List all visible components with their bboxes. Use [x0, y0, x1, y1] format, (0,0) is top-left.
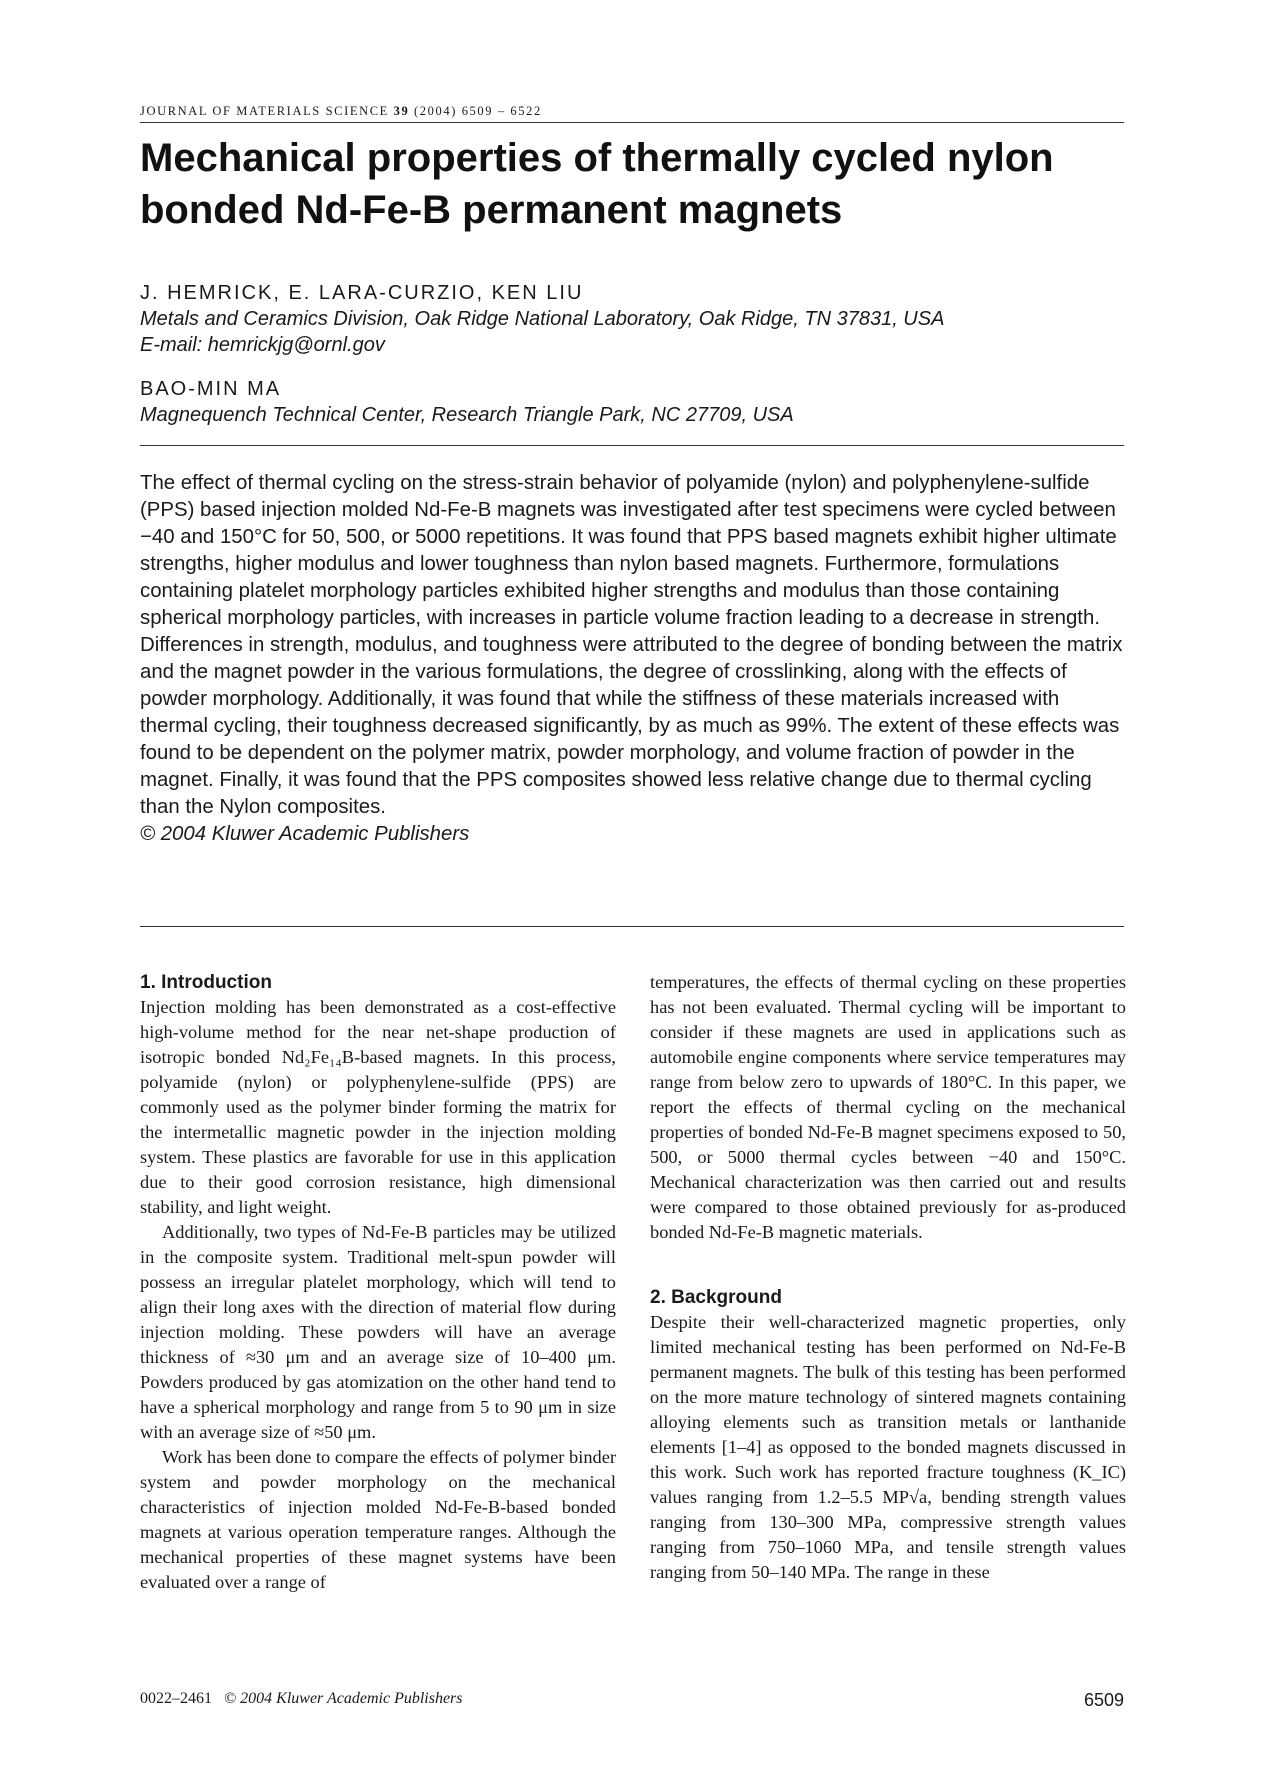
affiliation-group-2: Magnequench Technical Center, Research Triangle Park, NC 27709, USA: [140, 404, 794, 426]
background-paragraph-1: Despite their well-characterized magnetic properties, only limited mechanical testing has been performed on Nd-Fe-B permanent magnets. The bulk of this testing has been performed on the more mature technology of sintered magnets containing alloying elements such as transition metals or lanthanide elements [1–4] as opposed to the bonded magnets discussed in this work. Such work has reported fracture toughness (K_IC) values ranging from 1.2–5.5 MP√a, bending strength values ranging from 130–300 MPa, compressive strength values ranging from 750–1060 MPa, and tensile strength values ranging from 50–140 MPa. The range in these: [650, 1312, 1126, 1582]
abstract-text: The effect of thermal cycling on the stress-strain behavior of polyamide (nylon) and polyphenylene-sulfide (PPS) based injection molded Nd-Fe-B magnets was investigated after test specimens were cycled between −40 and 150°C for 50, 500, or 5000 repetitions. It was found that PPS based magnets exhibit higher ultimate strengths, higher modulus and lower toughness than nylon based magnets. Furthermore, formulations containing platelet morphology particles exhibited higher strengths and modulus than those containing spherical morphology particles, with increases in particle volume fraction leading to a decrease in strength. Differences in strength, modulus, and toughness were attributed to the degree of bonding between the matrix and the magnet powder in the various formulations, the degree of crosslinking, along with the effects of powder morphology. Additionally, it was found that while the stiffness of these materials increased with thermal cycling, their toughness decreased significantly, by as much as 99%. The extent of these effects was found to be dependent on the polymer matrix, powder morphology, and volume fraction of powder in the magnet. Finally, it was found that the PPS composites showed less relative change due to thermal cycling than the Nylon composites.: [140, 472, 1123, 818]
intro-paragraph-2: Additionally, two types of Nd-Fe-B particles may be utilized in the composite system. Traditional melt-spun powder will possess an irregular platelet morphology, which will tend to align their long axes with the direction of material flow during injection molding. These powders will have an average thickness of ≈30 μm and an average size of 10–400 μm. Powders produced by gas atomization on the other hand tend to have a spherical morphology and range from 5 to 90 μm in size with an average size of ≈50 μm.: [140, 1222, 616, 1442]
author-names-group-2: BAO-MIN MA: [140, 378, 282, 400]
page-number: 6509: [1083, 1690, 1124, 1710]
left-column: [140, 970, 616, 1595]
running-head: [140, 104, 1124, 123]
abstract: [140, 470, 1124, 848]
divider-bottom: [140, 926, 1124, 927]
paper-title: Mechanical properties of thermally cycled nylon bonded Nd-Fe-B permanent magnets: [140, 136, 1054, 232]
journal-volume: 39: [393, 104, 410, 118]
footer-copyright: © 2004 Kluwer Academic Publishers: [224, 1690, 463, 1707]
affiliation-group-1: Metals and Ceramics Division, Oak Ridge National Laboratory, Oak Ridge, TN 37831, USA: [140, 308, 945, 330]
intro-paragraph-3-continued: temperatures, the effects of thermal cycling on these properties has not been evaluated. Thermal cycling will be important to consider if these magnets are used in applications such as automobile engine components where service temperatures may range from below zero to upwards of 180°C. In this paper, we report the effects of thermal cycling on the mechanical properties of bonded Nd-Fe-B magnet specimens exposed to 50, 500, or 5000 thermal cycles between −40 and 150°C. Mechanical characterization was then carried out and results were compared to those obtained previously for as-produced bonded Nd-Fe-B magnetic materials.: [650, 972, 1126, 1242]
journal-name: JOURNAL OF MATERIALS SCIENCE: [140, 104, 389, 118]
divider-top: [140, 445, 1124, 446]
right-column: [650, 970, 1126, 1585]
page-footer: [140, 1690, 1124, 1716]
intro-paragraph-1: Injection molding has been demonstrated as a cost-effective high-volume method for the near net-shape production of isotropic bonded Nd₂Fe₁₄B-based magnets. In this process, polyamide (nylon) or polyphenylene-sulfide (PPS) are commonly used as the polymer binder forming the matrix for the intermetallic magnetic powder in the injection molding system. These plastics are favorable for use in this application due to their good corrosion resistance, high dimensional stability, and light weight.: [140, 997, 616, 1217]
author-names-group-1: J. HEMRICK, E. LARA-CURZIO, KEN LIU: [140, 282, 584, 304]
author-email: E-mail: hemrickjg@ornl.gov: [140, 334, 385, 356]
abstract-copyright: © 2004 Kluwer Academic Publishers: [140, 823, 470, 845]
section-heading-introduction: 1. Introduction: [140, 972, 272, 993]
section-heading-background: 2. Background: [650, 1287, 782, 1308]
intro-paragraph-3: Work has been done to compare the effects of polymer binder system and powder morphology on the mechanical characteristics of injection molded Nd-Fe-B-based bonded magnets at various operation temperature ranges. Although the mechanical properties of these magnet systems have been evaluated over a range of: [140, 1447, 616, 1592]
footer-issn-line: [140, 1690, 463, 1708]
author-block: [140, 280, 1140, 428]
journal-year-pages: (2004) 6509 – 6522: [414, 104, 542, 118]
footer-issn: 0022–2461: [140, 1690, 212, 1707]
